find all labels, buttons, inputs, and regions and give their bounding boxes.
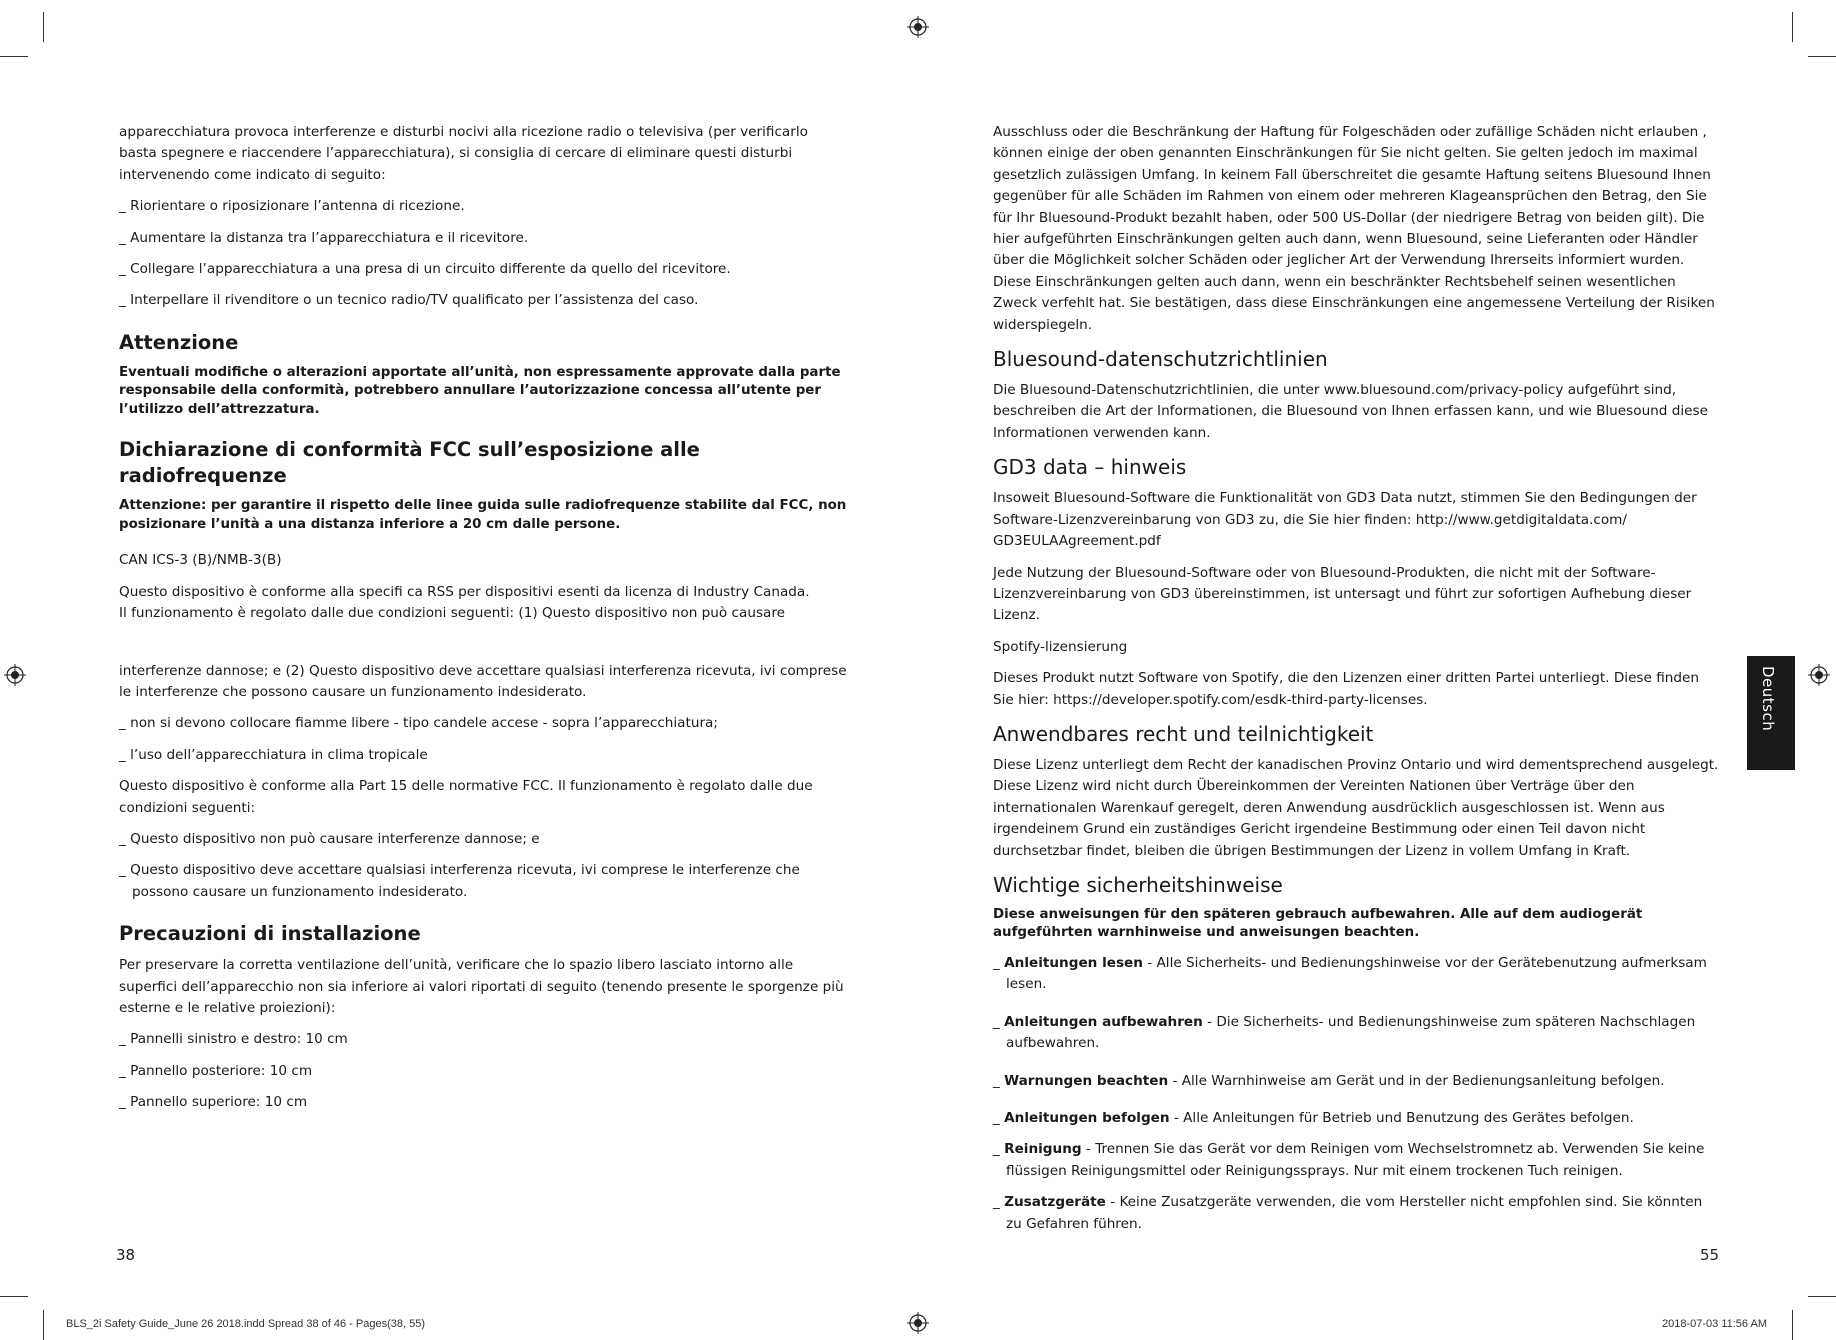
- list-item: _ Zusatzgeräte - Keine Zusatzgeräte verwenden, die vom Hersteller nicht empfohlen sind. Sie könnten zu Gefahren führen.: [993, 1194, 1703, 1232]
- item-term: Anleitungen lesen: [1004, 954, 1143, 971]
- can-label: CAN ICS-3 (B)/NMB-3(B): [119, 552, 282, 569]
- intro-paragraph: Ausschluss oder die Beschränkung der Haftung für Folgeschäden oder zufällige Schäden nicht erlauben , können einige der oben genannten Einschränkungen für Sie nicht gelten. Sie gelten jedoch im maximal gesetzlich zulässigen Umfang. In keinem Fall überschreitet die gesamte Haftung seitens Bluesound Ihnen gegenüber für alle Schäden im Rahmen von einem oder mehreren Klageansprüchen den Betrag, den Sie für Ihr Bluesound-Produkt bezahlt haben, oder 500 US-Dollar (der niedrigere Betrag von beiden gilt). Die hier aufgeführten Einschränkungen gelten auch dann, wenn Bluesound, seine Lieferanten oder Händler über die Möglichkeit solcher Schäden oder jeglicher Art der Verwendung Ihrerseits informiert wurden. Diese Einschränkungen gelten auch dann, wenn ein beschränkter Rechtsbehelf seinen wesentlichen Zweck verfehlt hat. Sie bestätigen, dass diese Einschränkungen eine angemessene Verteilung der Risiken widerspiegeln.: [993, 124, 1715, 333]
- item-text: - Trennen Sie das Gerät vor dem Reinigen vom Wechselstromnetz ab. Verwenden Sie keine flüssigen Reinigungsmittel oder Reinigungssprays. Nur mit einem trockenen Tuch reinigen.: [1006, 1141, 1705, 1179]
- item-term: Anleitungen aufbewahren: [1004, 1013, 1203, 1030]
- list-item: _ Riorientare o riposizionare l’antenna di ricezione.: [119, 198, 465, 215]
- crop-mark: [1808, 1296, 1836, 1297]
- crop-mark: [0, 1296, 28, 1297]
- gd3-text: Insoweit Bluesound-Software die Funktionalität von GD3 Data nutzt, stimmen Sie den Bedingungen der Software-Lizenzvereinbarung von GD3 zu, die Sie hier finden: http://www.getdigitaldata.com/ GD3EULAAgreement.pdf: [993, 490, 1697, 550]
- item-term: Anleitungen befolgen: [1004, 1110, 1170, 1126]
- list-item: _ Interpellare il rivenditore o un tecnico radio/TV qualificato per l’assistenza del caso.: [119, 292, 699, 309]
- language-tab: [1747, 656, 1795, 770]
- crop-mark: [43, 12, 44, 42]
- rss-line: Il funzionamento è regolato dalle due condizioni seguenti: (1) Questo dispositivo non può causare: [119, 605, 786, 622]
- item-term: Warnungen beachten: [1004, 1072, 1169, 1089]
- attenzione-text: Eventuali modifiche o alterazioni apportate all’unità, non espressamente approvate dalla parte responsabile della conformità, potrebbero annullare l’autorizzazione concessa all’utente per l’utilizzo dell’attrezzatura.: [119, 364, 841, 417]
- item-text: - Die Sicherheits- und Bedienungshinweise zum späteren Nachschlagen aufbewahren.: [1006, 1013, 1696, 1052]
- registration-mark-icon: [907, 16, 929, 38]
- spotify-text: Dieses Produkt nutzt Software von Spotify, die den Lizenzen einer dritten Partei unterliegt. Diese finden Sie hier: https://developer.spotify.com/esdk-third-party-licenses.: [993, 670, 1699, 708]
- rss-line: interferenze dannose; e (2) Questo dispositivo deve accettare qualsiasi interferenza ricevuta, ivi comprese le interferenze che possono causare un funzionamento indesiderato.: [119, 662, 847, 700]
- list-item: _ Anleitungen lesen - Alle Sicherheits- und Bedienungshinweise vor der Gerätebenutzung aufmerksam lesen.: [993, 954, 1707, 993]
- registration-mark-icon: [4, 664, 26, 686]
- list-item: _ l’uso dell’apparecchiatura in clima tropicale: [119, 746, 428, 763]
- rss-line: Questo dispositivo è conforme alla specifi ca RSS per dispositivi esenti da licenza di Industry Canada.: [119, 583, 810, 600]
- crop-mark: [0, 56, 28, 57]
- item-text: - Alle Sicherheits- und Bedienungshinweise vor der Gerätebenutzung aufmerksam lesen.: [1006, 954, 1707, 993]
- slug-file-info: BLS_2i Safety Guide_June 26 2018.indd Spread 38 of 46 - Pages(38, 55): [66, 1318, 425, 1330]
- left-page-column: [119, 122, 847, 1124]
- language-tab-label: Deutsch: [1759, 666, 1777, 732]
- heading-gd3: GD3 data – hinweis: [993, 455, 1187, 480]
- intro-paragraph: apparecchiatura provoca interferenze e disturbi nocivi alla ricezione radio o televisiva (per verificarlo basta spegnere e riaccendere l’apparecchiatura), si consiglia di cercare di eliminare questi disturbi intervenendo come indicato di seguito:: [119, 124, 808, 183]
- slug-timestamp: 2018-07-03 11:56 AM: [1662, 1318, 1767, 1330]
- law-text: Diese Lizenz unterliegt dem Recht der kanadischen Provinz Ontario und wird dementsprechend ausgelegt. Diese Lizenz wird nicht durch Übereinkommen der Vereinten Nationen über Verträge über den internationalen Warenkauf geregelt, deren Anwendung ausdrücklich ausgeschlossen ist. Wenn aus irgendeinem Grund ein zuständiges Gericht irgendeine Bestimmung oder einen Teil davon nicht durchsetzbar findet, bleiben die übrigen Bestimmungen der Lizenz in vollem Umfang in Kraft.: [993, 756, 1719, 859]
- precauzioni-text: Per preservare la corretta ventilazione dell’unità, verificare che lo spazio libero lasciato intorno alle superfici dell’apparecchio non sia inferiore ai valori riportati di seguito (tenendo presente le sporgenze più esterne e le relative proiezioni):: [119, 957, 844, 1017]
- crop-mark: [1808, 56, 1836, 57]
- list-item: _ Aumentare la distanza tra l’apparecchiatura e il ricevitore.: [119, 229, 529, 246]
- crop-mark: [1792, 12, 1793, 42]
- list-item: _ Pannello superiore: 10 cm: [119, 1094, 308, 1111]
- fcc-text: Attenzione: per garantire il rispetto delle linee guida sulle radiofrequenze stabilite dal FCC, non posizionare l’unità a una distanza inferiore a 20 cm dalle persone.: [119, 498, 847, 532]
- heading-privacy: Bluesound-datenschutzrichtlinien: [993, 347, 1328, 372]
- right-page-column: [993, 122, 1721, 1245]
- list-item: _ Anleitungen befolgen - Alle Anleitungen für Betrieb und Benutzung des Gerätes befolgen.: [993, 1110, 1634, 1126]
- list-item: _ non si devono collocare fiamme libere - tipo candele accese - sopra l’apparecchiatura;: [119, 715, 718, 732]
- list-item: _ Collegare l’apparecchiatura a una presa di un circuito differente da quello del ricevitore.: [119, 261, 731, 278]
- registration-mark-icon: [1808, 664, 1830, 686]
- item-text: - Keine Zusatzgeräte verwenden, die vom Hersteller nicht empfohlen sind. Sie könnten zu Gefahren führen.: [1006, 1194, 1703, 1232]
- registration-mark-icon: [907, 1312, 929, 1334]
- list-item: _ Anleitungen aufbewahren - Die Sicherheits- und Bedienungshinweise zum späteren Nachschlagen aufbewahren.: [993, 1013, 1696, 1052]
- item-term: Zusatzgeräte: [1004, 1194, 1106, 1211]
- privacy-text: Die Bluesound-Datenschutzrichtlinien, die unter www.bluesound.com/privacy-policy aufgeführt sind, beschreiben die Art der Informationen, die Bluesound von Ihnen erfassen kann, und wie Bluesound diese Informationen verwenden kann.: [993, 382, 1708, 441]
- list-item: _ Pannelli sinistro e destro: 10 cm: [119, 1031, 348, 1048]
- part15-paragraph: Questo dispositivo è conforme alla Part 15 delle normative FCC. Il funzionamento è regolato dalle due condizioni seguenti:: [119, 778, 813, 816]
- item-term: Reinigung: [1004, 1141, 1082, 1158]
- list-item: _ Reinigung - Trennen Sie das Gerät vor dem Reinigen vom Wechselstromnetz ab. Verwenden Sie keine flüssigen Reinigungsmittel oder Reinigungssprays. Nur mit einem trockenen Tuch reinigen.: [993, 1141, 1705, 1179]
- heading-safety: Wichtige sicherheitshinweise: [993, 872, 1283, 897]
- page-number-right: 55: [1700, 1246, 1720, 1264]
- heading-fcc: Dichiarazione di conformità FCC sull’esposizione alle radiofrequenze: [119, 438, 700, 488]
- safety-bold-text: Diese anweisungen für den späteren gebrauch aufbewahren. Alle auf dem audiogerät aufgeführten warnhinweise und anweisungen beachten.: [993, 906, 1643, 941]
- heading-precauzioni: Precauzioni di installazione: [119, 922, 421, 946]
- heading-attenzione: Attenzione: [119, 330, 239, 354]
- list-item: _ Questo dispositivo non può causare interferenze dannose; e: [119, 831, 540, 847]
- page-number-left: 38: [116, 1246, 136, 1264]
- heading-law: Anwendbares recht und teilnichtigkeit: [993, 721, 1374, 746]
- crop-mark: [43, 1310, 44, 1340]
- list-item: _ Questo dispositivo deve accettare qualsiasi interferenza ricevuta, ivi comprese le interferenze che possono causare un funzionamento indesiderato.: [119, 862, 800, 900]
- gd3-text: Jede Nutzung der Bluesound-Software oder von Bluesound-Produkten, die nicht mit der Software-Lizenzvereinbarung von GD3 übereinstimmen, ist untersagt und führt zur sofortigen Aufhebung dieser Lizenz.: [993, 564, 1692, 624]
- item-text: - Alle Warnhinweise am Gerät und in der Bedienungsanleitung befolgen.: [1168, 1072, 1665, 1089]
- crop-mark: [1792, 1310, 1793, 1340]
- list-item: _ Pannello posteriore: 10 cm: [119, 1062, 313, 1079]
- item-text: - Alle Anleitungen für Betrieb und Benutzung des Gerätes befolgen.: [1169, 1110, 1634, 1126]
- list-item: _ Warnungen beachten - Alle Warnhinweise am Gerät und in der Bedienungsanleitung befolgen.: [993, 1072, 1665, 1089]
- spotify-label: Spotify-lizensierung: [993, 638, 1128, 655]
